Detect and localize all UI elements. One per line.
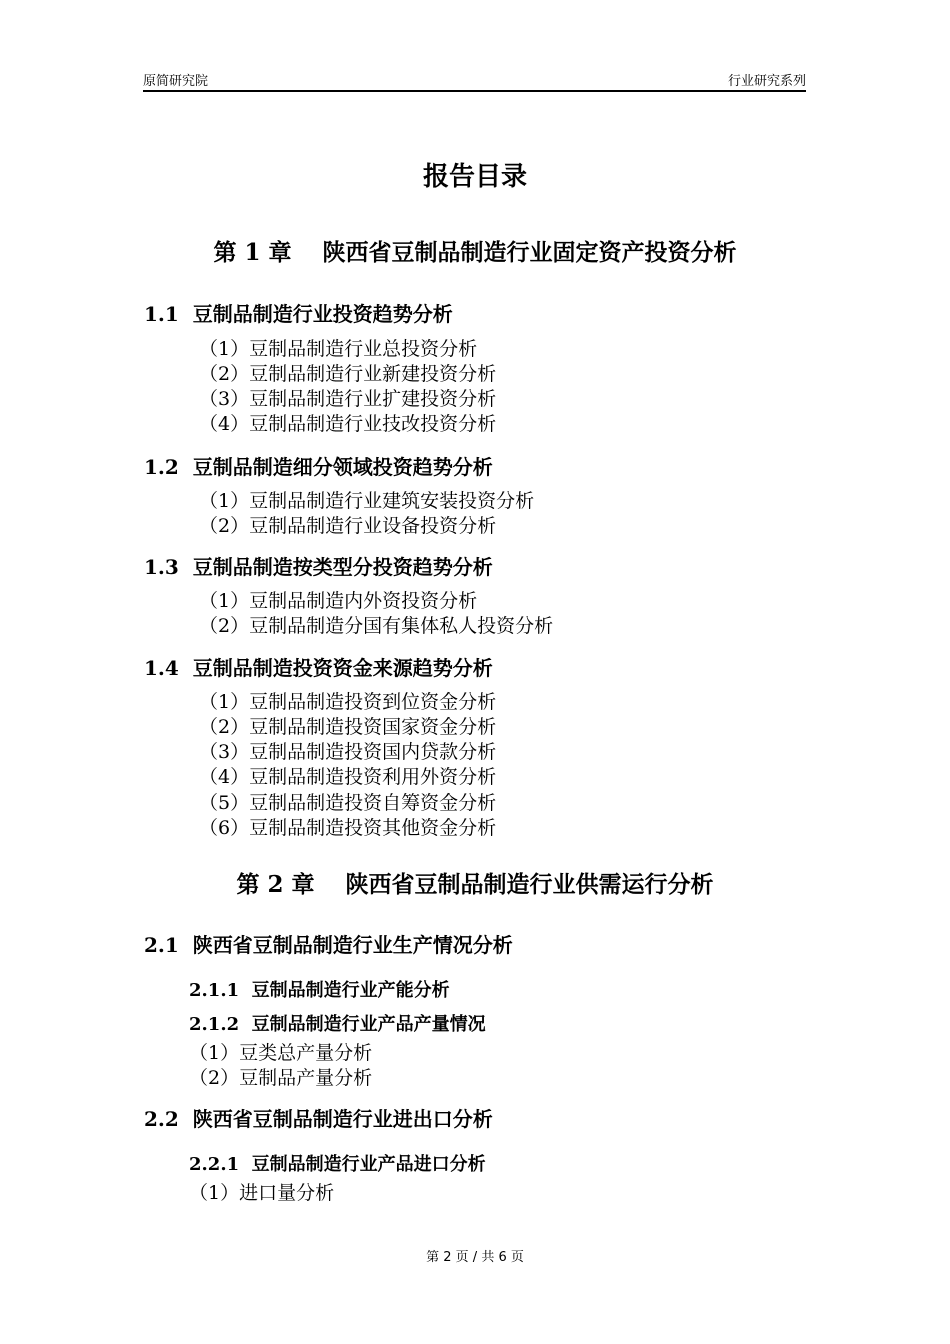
toc-item: （1）豆类总产量分析 [189,1042,373,1064]
section-2-2: 2.2 陕西省豆制品制造行业进出口分析 [144,1107,493,1131]
toc-item: （3）豆制品制造行业扩建投资分析 [199,388,497,410]
header-org-name: 原简研究院 [143,74,209,89]
toc-item: （4）豆制品制造投资利用外资分析 [199,766,497,788]
section-2-1: 2.1 陕西省豆制品制造行业生产情况分析 [144,933,513,957]
section-1-3: 1.3 豆制品制造按类型分投资趋势分析 [144,555,493,579]
toc-item: （1）豆制品制造行业总投资分析 [199,338,478,360]
toc-item: （2）豆制品制造分国有集体私人投资分析 [199,615,554,637]
page-header [143,68,806,92]
toc-item: （2）豆制品制造行业新建投资分析 [199,363,497,385]
section-1-4: 1.4 豆制品制造投资资金来源趋势分析 [144,656,493,680]
toc-item: （1）豆制品制造内外资投资分析 [199,590,478,612]
toc-item: （2）豆制品产量分析 [189,1067,373,1089]
toc-item: （2）豆制品制造投资国家资金分析 [199,716,497,738]
toc-item: （3）豆制品制造投资国内贷款分析 [199,741,497,763]
chapter-2-heading: 第 2 章 陕西省豆制品制造行业供需运行分析 [236,871,714,898]
subsection-2-1-1: 2.1.1 豆制品制造行业产能分析 [189,980,450,1001]
section-1-1: 1.1 豆制品制造行业投资趋势分析 [144,302,453,326]
section-1-2: 1.2 豆制品制造细分领域投资趋势分析 [144,455,493,479]
toc-item: （5）豆制品制造投资自筹资金分析 [199,792,497,814]
header-series-name: 行业研究系列 [727,74,806,89]
toc-item: （1）豆制品制造投资到位资金分析 [199,691,497,713]
toc-item: （1）豆制品制造行业建筑安装投资分析 [199,490,535,512]
toc-item: （6）豆制品制造投资其他资金分析 [199,817,497,839]
toc-item: （4）豆制品制造行业技改投资分析 [199,413,497,435]
toc-title: 报告目录 [422,162,527,192]
toc-item: （2）豆制品制造行业设备投资分析 [199,515,497,537]
page-indicator: 第 2 页 / 共 6 页 [426,1250,524,1265]
toc-item: （1）进口量分析 [189,1182,335,1204]
chapter-1-heading: 第 1 章 陕西省豆制品制造行业固定资产投资分析 [213,239,737,266]
subsection-2-1-2: 2.1.2 豆制品制造行业产品产量情况 [189,1014,486,1035]
subsection-2-2-1: 2.2.1 豆制品制造行业产品进口分析 [189,1154,486,1175]
